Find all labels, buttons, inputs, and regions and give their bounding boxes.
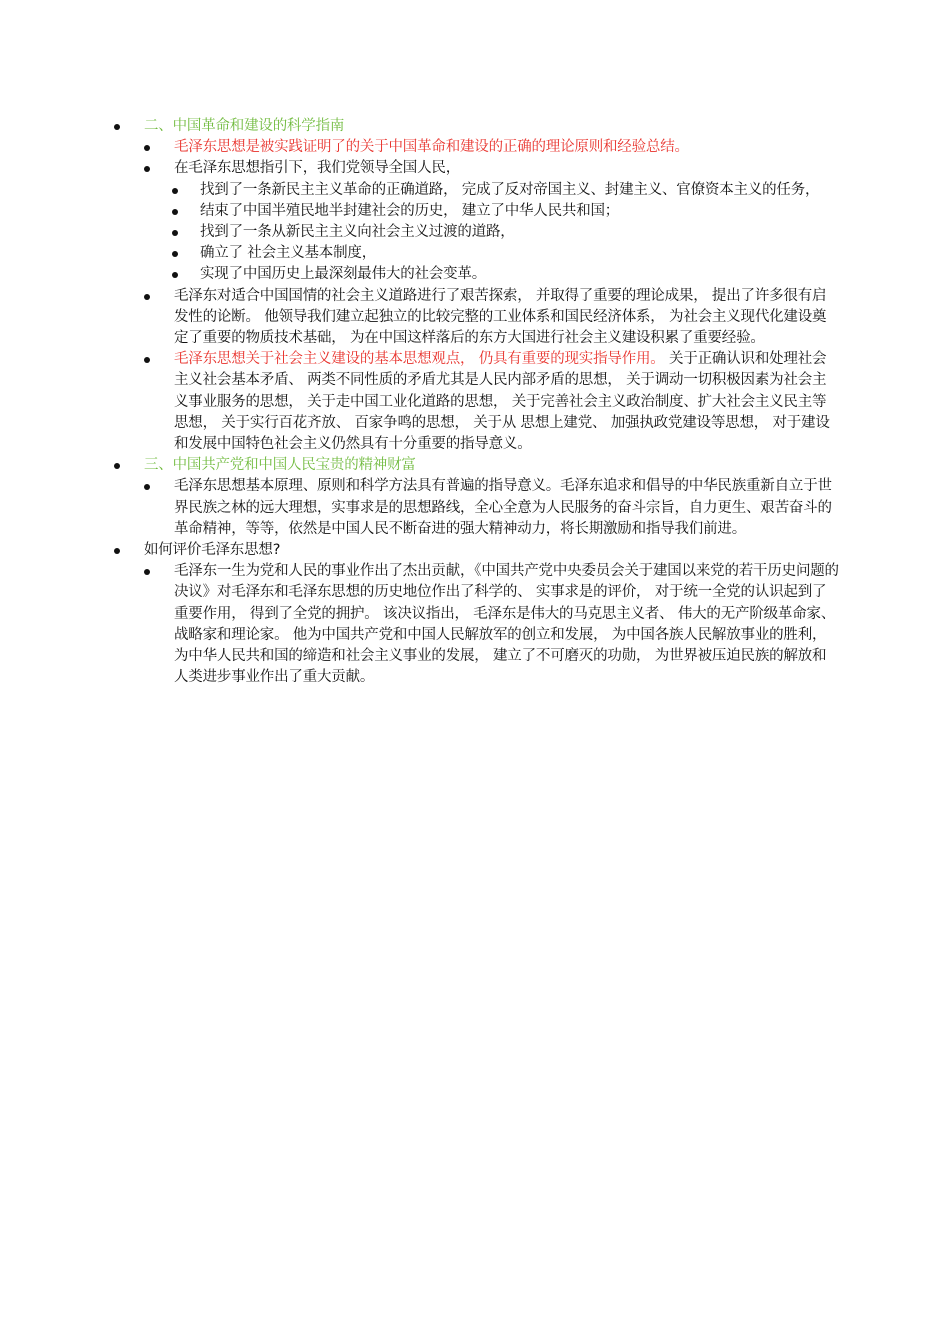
bullet-icon	[144, 569, 150, 575]
bullet-icon	[172, 251, 178, 257]
section-heading: 如何评价毛泽东思想?	[144, 542, 281, 559]
nested-item-text: 找到了一条从新民主主义向社会主义过渡的道路，	[200, 224, 515, 241]
bullet-icon	[172, 230, 178, 236]
nested-list-item	[186, 243, 840, 264]
list-item-text: 在毛泽东思想指引下，我们党领导全国人民，	[174, 160, 460, 177]
list-item	[158, 476, 840, 540]
list-item-text: 毛泽东思想基本原理、原则和科学方法具有普遍的指导意义。毛泽东追求和倡导的中华民族重新自立于世界民族之林的远大理想，实事求是的思想路线，全心全意为人民服务的奋斗宗旨，自力更生、艰苦奋斗的革命精神，等等，依然是中国人民不断奋进的强大精神动力，将长期激励和指导我们前进。	[174, 478, 832, 537]
section-heading: 三、中国共产党和中国人民宝贵的精神财富	[144, 457, 416, 474]
nested-list-item	[186, 222, 840, 243]
sub-list	[158, 137, 840, 455]
nested-list-item	[186, 264, 840, 285]
nested-item-text: 实现了中国历史上最深刻最伟大的社会变革。	[200, 266, 486, 283]
highlighted-text: 毛泽东思想是被实践证明了的关于中国革命和建设的正确的理论原则和经验总结。	[174, 139, 689, 156]
nested-item-text: 找到了一条新民主主义革命的正确道路， 完成了反对帝国主义、封建主义、官僚资本主义的任务，	[200, 181, 820, 198]
sub-list	[158, 476, 840, 540]
list-item	[158, 561, 840, 688]
list-item-text: 关于正确认识和处理社会主义社会基本矛盾、 两类不同性质的矛盾尤其是人民内部矛盾的思想， 关于调动一切积极因素为社会主义事业服务的思想， 关于走中国工业化道路的思想， 关于完善社会主义政治制度、扩大社会主义民主等思想， 关于实行百花齐放、 百家争鸣的思想， 关于从 思想上建党、 加强执政党建设等思想， 对于建设和发展中国特色社会主义仍然具有十分重要的指导意义。	[174, 351, 830, 453]
list-item-text: 毛泽东对适合中国国情的社会主义道路进行了艰苦探索， 并取得了重要的理论成果， 提出了许多很有启发性的论断。 他领导我们建立起独立的比较完整的工业体系和国民经济体系， 为社会主义现代化建设奠定了重要的物质技术基础， 为在中国这样落后的东方大国进行社会主义建设积累了重要经验。	[174, 287, 827, 347]
outline-list	[128, 116, 840, 688]
list-item	[158, 286, 840, 350]
nested-item-text: 确立了 社会主义基本制度，	[200, 245, 377, 262]
bullet-icon	[172, 209, 178, 215]
highlighted-text: 毛泽东思想关于社会主义建设的基本思想观点， 仍具有重要的现实指导作用。	[174, 351, 665, 368]
bullet-icon	[144, 357, 150, 363]
sub-list	[158, 561, 840, 688]
bullet-icon	[144, 294, 150, 300]
section-heading-item	[128, 540, 840, 688]
bullet-icon	[144, 145, 150, 151]
nested-list	[186, 180, 840, 286]
top-level-list	[128, 116, 840, 688]
nested-item-text: 结束了中国半殖民地半封建社会的历史， 建立了中华人民共和国；	[200, 202, 620, 219]
bullet-icon	[144, 484, 150, 490]
bullet-icon	[114, 463, 120, 469]
section-heading: 二、中国革命和建设的科学指南	[144, 118, 345, 134]
bullet-icon	[172, 272, 178, 278]
bullet-icon	[144, 166, 150, 172]
list-item-text: 毛泽东一生为党和人民的事业作出了杰出贡献，《中国共产党中央委员会关于建国以来党的若干历史问题的决议》对毛泽东和毛泽东思想的历史地位作出了科学的、 实事求是的评价， 对于统一全党的认识起到了重要作用， 得到了全党的拥护。 该决议指出， 毛泽东是伟大的马克思主义者、 伟大的无产阶级革命家、 战略家和理论家。 他为中国共产党和中国人民解放军的创立和发展， 为中国各族人民解放事业的胜利， 为中华人民共和国的缔造和社会主义事业的发展， 建立了不可磨灭的功勋， 为世界被压迫民族的解放和人类进步事业作出了重大贡献。	[174, 563, 839, 686]
bullet-icon	[114, 548, 120, 554]
bullet-icon	[172, 188, 178, 194]
nested-list-item	[186, 201, 840, 222]
list-item	[158, 158, 840, 285]
list-item	[158, 349, 840, 455]
section-heading-item	[128, 455, 840, 540]
section-heading-item	[128, 116, 840, 455]
bullet-icon	[114, 124, 120, 130]
nested-list-item	[186, 180, 840, 201]
list-item	[158, 137, 840, 158]
